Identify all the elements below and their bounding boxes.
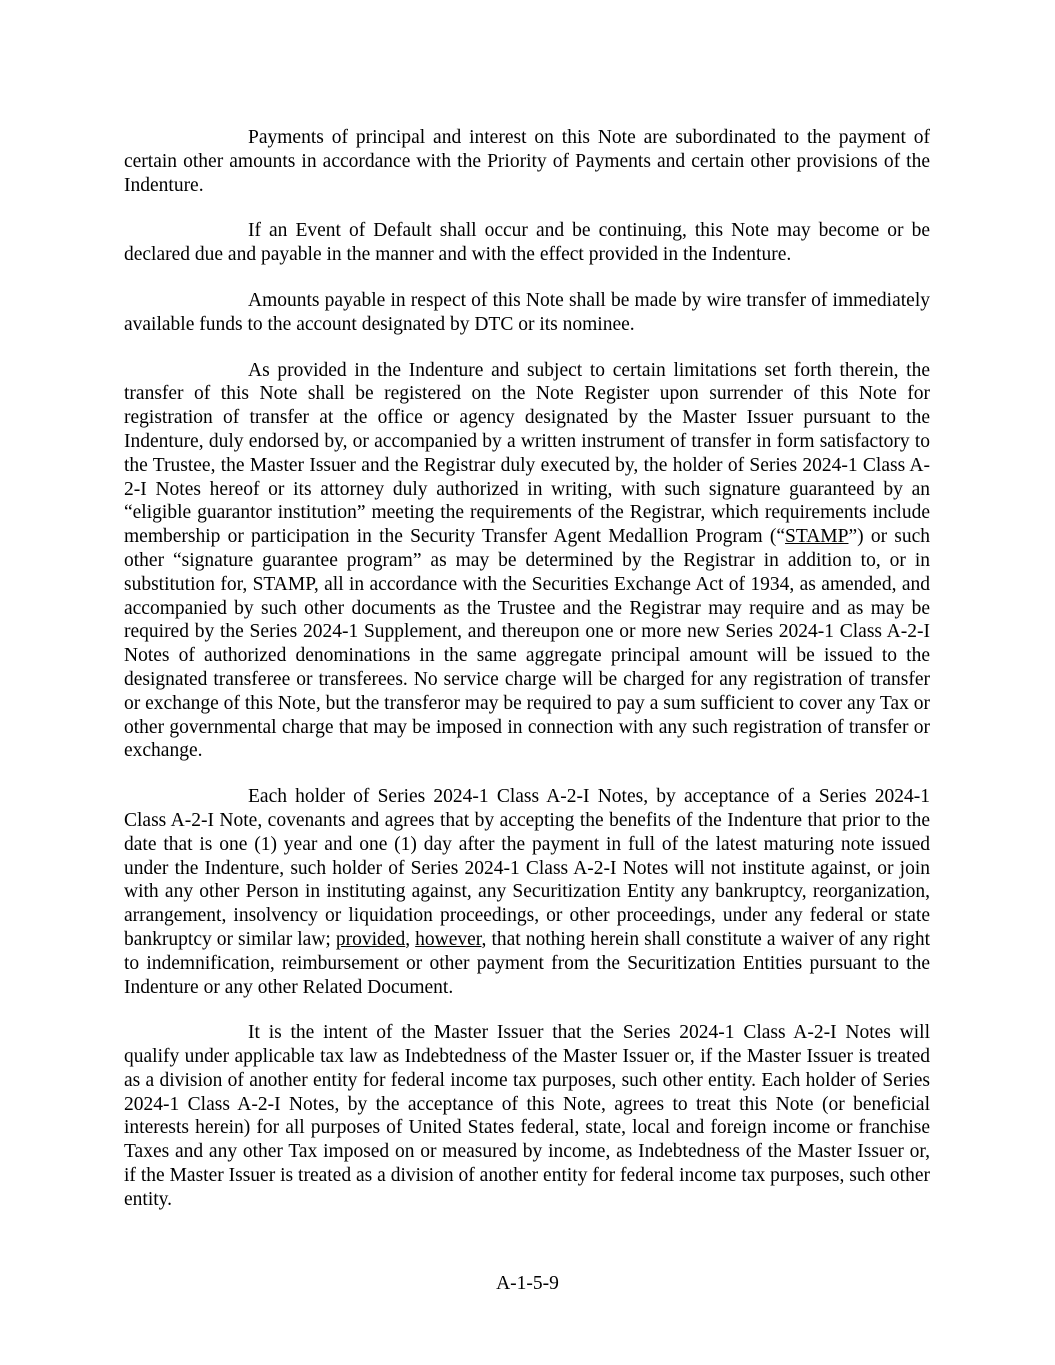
- covenant-text-part-2: , that nothing herein shall constitute a waiver of any right to indemnification, reimbursement or other payment from the Securitization Entities pursuant to the Indenture or any other Related Document.: [124, 928, 931, 998]
- paragraph-tax-treatment: It is the intent of the Master Issuer that the Series 2024-1 Class A-2-I Notes will qualify under applicable tax law as Indebtedness of the Master Issuer or, if the Master Issuer is treated as a division of another entity for federal income tax purposes, such other entity. Each holder of Series 2024-1 Class A-2-I Notes, by the acceptance of this Note, agrees to treat this Note (or beneficial interests herein) for all purposes of United States federal, state, local and foreign income or franchise Taxes and any other Tax imposed on or measured by income, as Indebtedness of the Master Issuer or, if the Master Issuer is treated as a division of another entity for federal income tax purposes, such other entity.: [124, 1022, 930, 1210]
- document-body: [124, 126, 930, 1234]
- provided-term: provided: [335, 928, 406, 950]
- stamp-defined-term: STAMP: [785, 526, 849, 548]
- however-term: however: [415, 928, 482, 950]
- transfer-text-part-1: As provided in the Indenture and subject to certain limitations set forth therein, the transfer of this Note shall be registered on the Note Register upon surrender of this Note for registration of transfer at the office or agency designated by the Master Issuer pursuant to the Indenture, duly endorsed by, or accompanied by a written instrument of transfer in form satisfactory to the Trustee, the Master Issuer and the Registrar duly executed by, the holder of Series 2024-1 Class A-2-I Notes hereof or its attorney duly authorized in writing, with such signature guaranteed by an “eligible guarantor institution” meeting the requirements of the Registrar, which requirements include membership or participation in the Security Transfer Agent Medallion Program (“: [124, 359, 930, 548]
- paragraph-event-of-default: If an Event of Default shall occur and be continuing, this Note may become or be declared due and payable in the manner and with the effect provided in the Indenture.: [124, 220, 930, 266]
- paragraph-non-petition-covenant: [124, 785, 930, 999]
- paragraph-subordination: Payments of principal and interest on this Note are subordinated to the payment of certain other amounts in accordance with the Priority of Payments and certain other provisions of the Indenture.: [124, 127, 930, 196]
- page-number: A-1-5-9: [496, 1273, 559, 1294]
- covenant-text-part-1: Each holder of Series 2024-1 Class A-2-I Notes, by acceptance of a Series 2024-1 Class A-2-I Note, covenants and agrees that by accepting the benefits of the Indenture that prior to the date that is one (1) year and one (1) day after the payment in full of the latest maturing note issued under the Indenture, such holder of Series 2024-1 Class A-2-I Notes will not institute against, or join with any other Person in instituting against, any Securitization Entity any bankruptcy, reorganization, arrangement, insolvency or liquidation proceedings, or other proceedings, under any federal or state bankruptcy or similar law;: [124, 786, 930, 950]
- paragraph-transfer-registration: [124, 359, 930, 764]
- covenant-text-separator: ,: [405, 928, 416, 950]
- paragraph-payment-method: Amounts payable in respect of this Note shall be made by wire transfer of immediately available funds to the account designated by DTC or its nominee.: [124, 289, 930, 335]
- transfer-text-part-2: ”) or such other “signature guarantee program” as may be determined by the Registrar in addition to, or in substitution for, STAMP, all in accordance with the Securities Exchange Act of 1934, as amended, and accompanied by such other documents as the Trustee and the Registrar may require and as may be required by the Series 2024-1 Supplement, and thereupon one or more new Series 2024-1 Class A-2-I Notes of authorized denominations in the same aggregate principal amount will be issued to the designated transferee or transferees. No service charge will be charged for any registration of transfer or exchange of this Note, but the transferor may be required to pay a sum sufficient to cover any Tax or other governmental charge that may be imposed in connection with any such registration of transfer or exchange.: [124, 526, 931, 762]
